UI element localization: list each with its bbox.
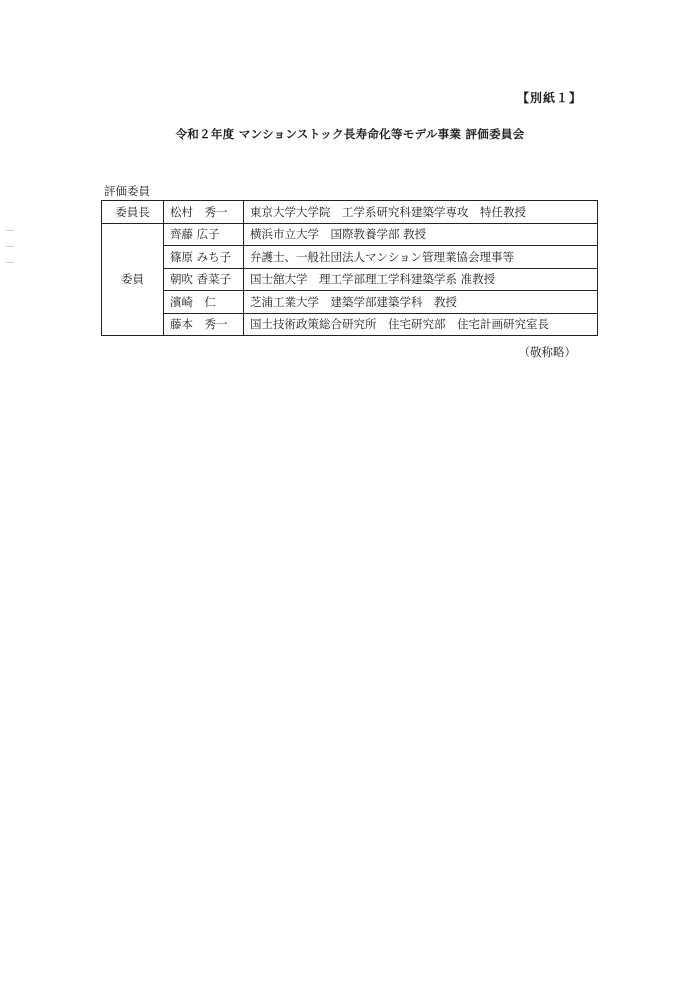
section-caption: 評価委員 [104, 184, 150, 198]
scan-artifact [6, 246, 14, 247]
table-row [102, 291, 598, 314]
scan-artifact [6, 262, 14, 263]
affiliation-cell: 国士舘大学 理工学部理工学科建築学系 准教授 [244, 268, 598, 291]
table-row-chair [102, 201, 598, 224]
document-title: 令和２年度 マンションストック長寿命化等モデル事業 評価委員会 [175, 127, 525, 141]
table-row [102, 268, 598, 291]
committee-table [101, 200, 598, 336]
name-cell: 松村 秀一 [164, 201, 244, 224]
annex-label: 【別紙１】 [516, 91, 582, 105]
table-row [102, 223, 598, 246]
name-cell: 藤本 秀一 [164, 313, 244, 336]
table-row [102, 313, 598, 336]
name-cell: 濱崎 仁 [164, 291, 244, 314]
scan-artifact [6, 230, 14, 231]
name-cell: 篠原 みち子 [164, 246, 244, 269]
table-row [102, 246, 598, 269]
honorific-note: （敬称略） [518, 345, 576, 359]
name-cell: 齊藤 広子 [164, 223, 244, 246]
affiliation-cell: 弁護士、一般社団法人マンション管理業協会理事等 [244, 246, 598, 269]
name-cell: 朝吹 香菜子 [164, 268, 244, 291]
affiliation-cell: 芝浦工業大学 建築学部建築学科 教授 [244, 291, 598, 314]
role-cell: 委員 [102, 223, 164, 336]
role-cell: 委員長 [102, 201, 164, 224]
affiliation-cell: 国土技術政策総合研究所 住宅研究部 住宅計画研究室長 [244, 313, 598, 336]
affiliation-cell: 横浜市立大学 国際教養学部 教授 [244, 223, 598, 246]
affiliation-cell: 東京大学大学院 工学系研究科建築学専攻 特任教授 [244, 201, 598, 224]
